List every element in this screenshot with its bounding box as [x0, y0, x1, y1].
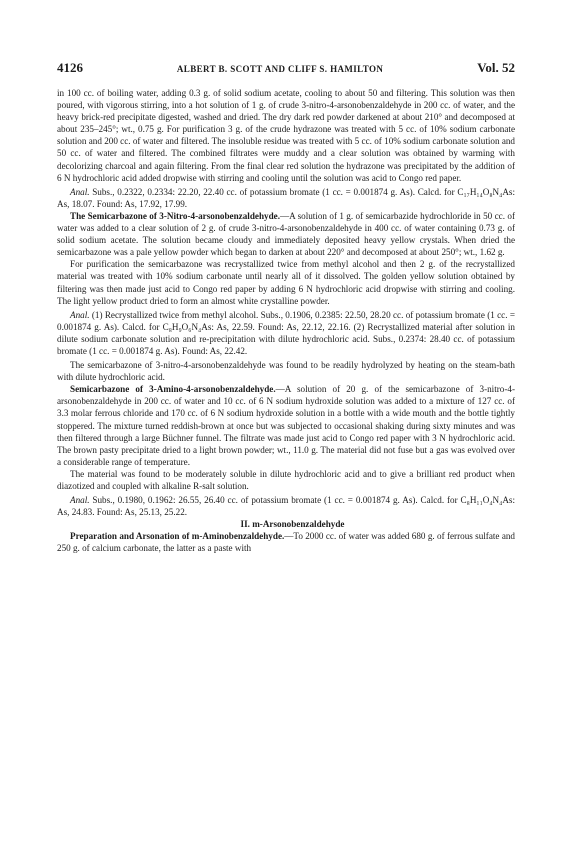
- run-in-heading: Preparation and Arsonation of m-Aminobenzaldehyde.: [70, 531, 285, 542]
- analysis-label: Anal.: [70, 186, 90, 197]
- run-in-heading: The Semicarbazone of 3-Nitro-4-arsonobenzaldehyde.: [70, 210, 280, 221]
- paragraph-text: —To 2000 cc. of water was added 680 g. of ferrous sulfate and 250 g. of calcium carbonate, the latter as a paste with: [57, 531, 515, 554]
- analysis-hydrazone: [57, 186, 515, 210]
- paragraph-semicarbazone-nitro: [57, 210, 515, 258]
- run-in-heading: Semicarbazone of 3-Amino-4-arsonobenzaldehyde.: [70, 384, 276, 395]
- paragraph-text: —A solution of 1 g. of semicarbazide hydrochloride in 50 cc. of water was added to a clear solution of 2 g. of crude 3-nitro-4-arsonobenzaldehyde in 400 cc. of water containing 0.73 g. of solid sodium acetate. The solution became cloudy and immediately deposited heavy yellow crystals. When dried the semicarbazone was a pale yellow powder which began to darken at about 220° and decomposed at about 250°; wt., 1.62 g.: [57, 210, 515, 258]
- analysis-text: Subs., 0.1980, 0.1962: 26.55, 26.40 cc. of potassium bromate (1 cc. = 0.001874 g. As). Calcd. for C₈H₁₁O₄N₄As: As, 24.83. Found: As, 25.13, 25.22.: [57, 495, 515, 518]
- analysis-text: (1) Recrystallized twice from methyl alcohol. Subs., 0.1906, 0.2385: 22.50, 28.20 cc. of potassium bromate (1 cc. = 0.001874 g. As). Calcd. for C₈H₉O₆N₄As: As, 22.59. Found: As, 22.12, 22.16. (2) Recrystallized material after solution in dilute sodium carbonate solution and re-precipitation with dilute hydrochloric acid. Subs., 0.2374: 28.40 cc. of potassium bromate (1 cc. = 0.001874 g. As). Found: As, 22.42.: [57, 309, 515, 356]
- running-header: [57, 60, 515, 82]
- analysis-semicarbazone: [57, 309, 515, 357]
- analysis-label: Anal.: [70, 309, 90, 320]
- paragraph-hydrazone-prep: in 100 cc. of boiling water, adding 0.3 g. of solid sodium acetate, cooling to about 50 and filtering. This solution was then poured, with vigorous stirring, into a hot solution of 1 g. of crude 3-nitro-4-arsonobenzaldehyde in 200 cc. of water, and the heavy brick-red precipitate digested, washed and dried. The dry dark red powder darkened at about 210° and decomposed at about 235–245°; wt., 0.75 g. For purification 3 g. of the crude hydrazone was treated with 5 cc. of 10% sodium carbonate solution and 200 cc. of water and filtered. The insoluble residue was treated with 5 cc. of 10% sodium carbonate solution and 50 cc. of water and filtered. The combined filtrates were muddy and a clear solution was obtained by warming with decolorizing charcoal and again filtering. From the final clear red solution the hydrazone was precipitated by the addition of 6 N hydrochloric acid added dropwise with stirring and cooling until the solution was acid to Congo red paper.: [57, 88, 515, 183]
- paragraph-preparation: [57, 530, 515, 554]
- paragraph-purification: For purification the semicarbazone was recrystallized twice from methyl alcohol and then 2 g. of the recrystallized material was treated with 10% sodium carbonate until nearly all of it dissolved. The golden yellow solution obtained by filtering was then made just acid to Congo red paper by adding 6 N hydrochloric acid dropwise with stirring and cooling. The light yellow product dried to form an almost white crystalline powder.: [57, 259, 515, 306]
- article-body: [57, 87, 515, 555]
- paragraph-hydrolysis: The semicarbazone of 3-nitro-4-arsonobenzaldehyde was found to be readily hydrolyzed by heating on the steam-bath with dilute hydrochloric acid.: [57, 360, 515, 383]
- analysis-label: Anal.: [70, 495, 90, 506]
- paragraph-semicarbazone-amino: [57, 383, 515, 468]
- page-number: 4126: [57, 60, 83, 75]
- running-header-authors: ALBERT B. SCOTT AND CLIFF S. HAMILTON: [176, 64, 384, 74]
- journal-page: [57, 60, 515, 555]
- analysis-text: Subs., 0.2322, 0.2334: 22.20, 22.40 cc. of potassium bromate (1 cc. = 0.001874 g. As). Calcd. for C₁₇H₁₄O₈N₄As: As, 18.07. Found: As, 17.92, 17.99.: [57, 186, 515, 209]
- volume-label: Vol. 52: [477, 60, 515, 75]
- analysis-amino: [57, 494, 515, 518]
- paragraph-text: —A solution of 20 g. of the semicarbazone of 3-nitro-4-arsonobenzaldehyde in 200 cc. of water and 10 cc. of 6 N sodium hydroxide solution was added to a mixture of 127 cc. of 3.3 molar ferrous chloride and 170 cc. of 6 N sodium hydroxide solution in a bottle with a wide mouth and the bottle tightly stoppered. The mixture turned reddish-brown at once but was subjected to occasional shaking during sixty minutes and was then filtered through a large Büchner funnel. The filtrate was made just acid to Congo red paper with 3 N hydrochloric acid. The brown pasty precipitate dried to a light brown powder; wt., 11.0 g. The material did not fuse but a gas was evolved over a considerable range of temperature.: [57, 384, 515, 467]
- paragraph-solubility: The material was found to be moderately soluble in dilute hydrochloric acid and to give a brilliant red product when diazotized and coupled with alkaline R-salt solution.: [57, 468, 515, 491]
- section-title: II. m-Arsonobenzaldehyde: [240, 519, 345, 530]
